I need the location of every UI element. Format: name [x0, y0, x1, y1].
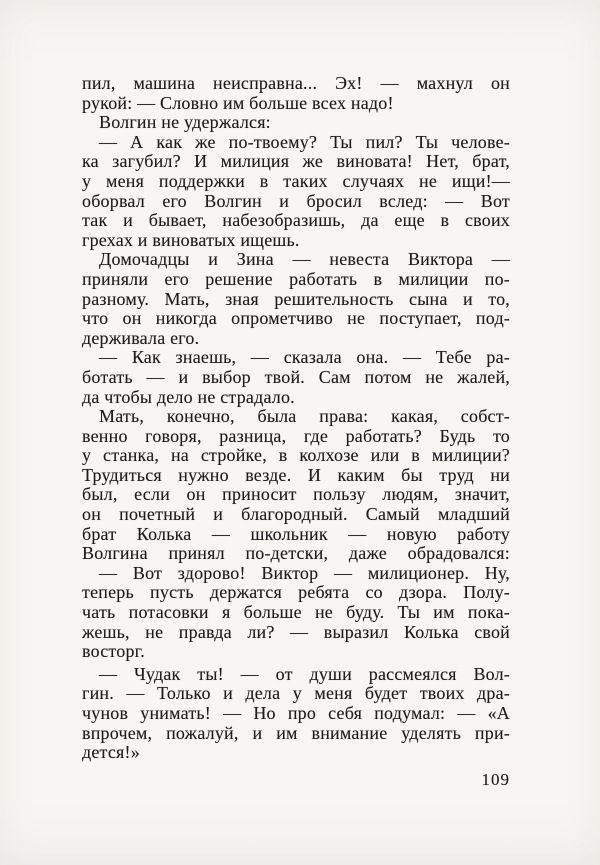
- text-line: он почетный и благородный. Самый младший: [82, 504, 510, 525]
- text-line: Мать, конечно, была права: какая, собст-: [99, 406, 510, 427]
- text-line: Трудиться нужно везде. И каким бы труд ни: [82, 464, 510, 485]
- text-line: оборвал его Волгин и бросил вслед: — Вот: [82, 190, 510, 211]
- text-line: пил, машина неисправна... Эх! — махнул он: [82, 73, 510, 93]
- text-line: у меня поддержки в таких случаях не ищи!—: [82, 170, 510, 191]
- text-line: гин. — Только и дела у меня будет твоих дра-: [82, 683, 510, 704]
- text-line: разному. Мать, зная решительность сына и то,: [82, 288, 510, 309]
- text-line: приняли его решение работать в милиции по-: [82, 268, 510, 289]
- paragraph: [82, 407, 510, 564]
- text-line: ка загубил? И милиция же виновата! Нет, брат,: [82, 151, 510, 172]
- text-line: так и бывает, набезобразишь, да еще в своих: [82, 210, 510, 231]
- text-line: у станка, на стройке, в колхозе или в милиции?: [82, 445, 510, 466]
- text-line: грехах и виноватых ищешь.: [82, 229, 300, 250]
- text-line: был, если он приносит пользу людям, значит,: [82, 484, 510, 505]
- text-line: восторг.: [82, 641, 145, 662]
- text-line: — Как знаешь, — сказала она. — Тебе ра-: [99, 347, 510, 368]
- text-line: жешь, не правда ли? — выразил Колька свой: [82, 621, 510, 642]
- text-line: — Вот здорово! Виктор — милиционер. Ну,: [99, 562, 510, 583]
- text-line: — А как же по-твоему? Ты пил? Ты челове-: [99, 131, 510, 152]
- paragraph: [82, 250, 510, 348]
- text-line: держивала его.: [82, 327, 200, 348]
- text-line: Волгина принял по-детски, даже обрадовался:: [82, 543, 510, 564]
- text-line: чунов унимать! — Но про себя подумал: — «А: [82, 703, 510, 723]
- paragraph: [82, 348, 510, 407]
- text-line: теперь пусть держатся ребята со дзора. Полу-: [82, 582, 510, 603]
- text-line: рукой: — Словно им больше всех надо!: [82, 92, 394, 113]
- text-line: Волгин не удержался:: [99, 112, 271, 133]
- text-line: чать потасовки я больше не буду. Ты им пока-: [82, 602, 510, 623]
- text-line: ботать — и выбор твой. Сам потом не жалей,: [82, 366, 510, 387]
- text-line: — Чудак ты! — от души рассмеялся Вол-: [99, 663, 510, 684]
- text-line: впрочем, пожалуй, и им внимание уделять при-: [82, 722, 510, 743]
- paragraph: [82, 113, 510, 133]
- paragraph: [82, 665, 510, 763]
- text-line: дется!»: [82, 742, 140, 763]
- paragraph: [82, 133, 510, 251]
- paragraph: [82, 74, 510, 113]
- page-text: [82, 74, 510, 763]
- text-line: венно говоря, разница, где работать? Будь то: [82, 425, 510, 446]
- text-line: брат Колька — школьник — новую работу: [82, 523, 510, 544]
- paragraph: [82, 564, 510, 662]
- text-line: Домочадцы и Зина — невеста Виктора —: [99, 249, 510, 270]
- text-line: да чтобы дело не страдало.: [82, 386, 295, 407]
- page-number: 109: [481, 770, 510, 789]
- text-line: что он никогда опрометчиво не поступает, под-: [82, 308, 510, 329]
